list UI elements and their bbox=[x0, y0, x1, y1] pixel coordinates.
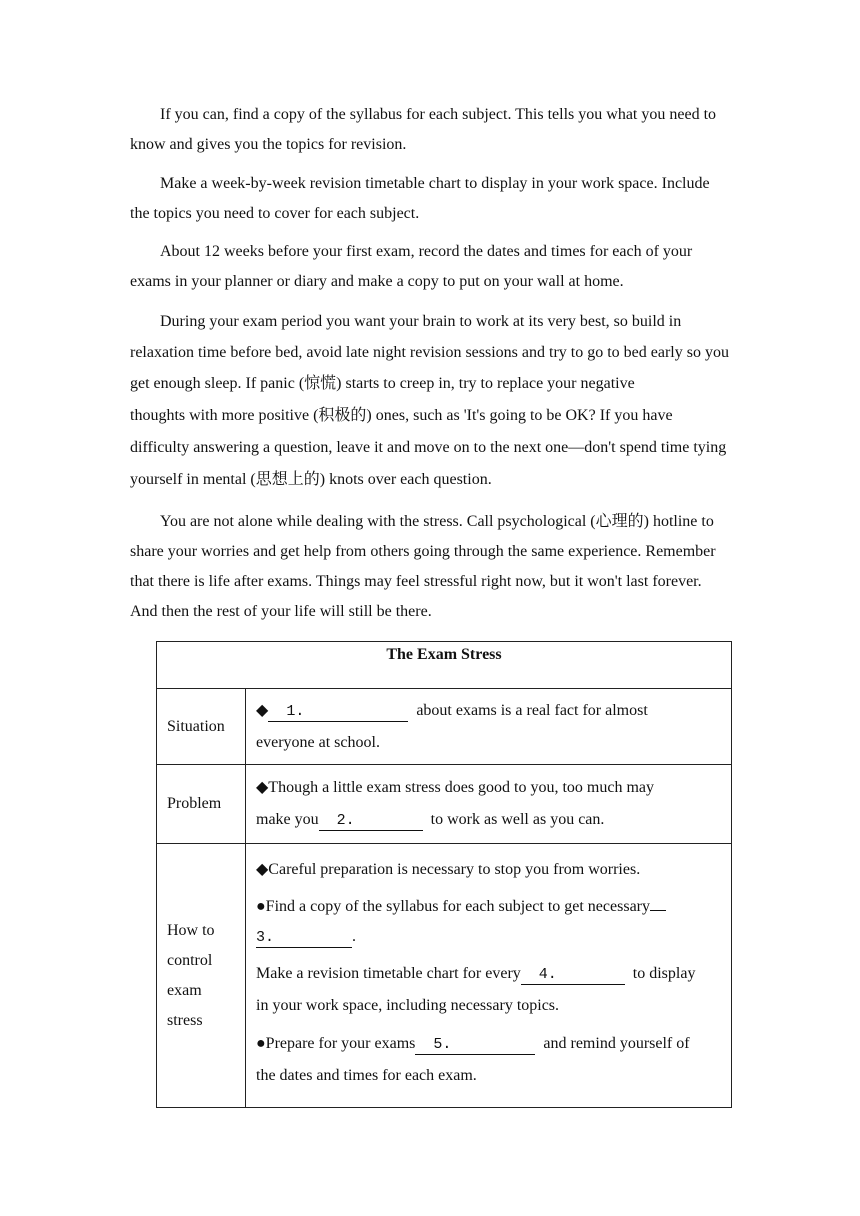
content-line bbox=[256, 1028, 725, 1060]
paragraph-exam-period-continued bbox=[130, 400, 730, 496]
table-title: The Exam Stress bbox=[157, 642, 732, 689]
paragraph-exam-dates bbox=[130, 237, 730, 297]
content-line bbox=[256, 922, 725, 952]
content-line bbox=[256, 892, 725, 922]
paragraph-not-alone bbox=[130, 507, 730, 627]
blank-1: 1. bbox=[268, 703, 408, 722]
exam-stress-table bbox=[156, 641, 732, 1108]
content-text: ●Find a copy of the syllabus for each subject to get necessary bbox=[256, 897, 650, 915]
content-line: in your work space, including necessary topics. bbox=[256, 996, 560, 1014]
content-text: and remind yourself of bbox=[543, 1034, 690, 1052]
row-label-problem: Problem bbox=[157, 765, 246, 844]
content-text: to display bbox=[632, 964, 696, 982]
label-line: stress bbox=[167, 1011, 203, 1029]
table-row-problem bbox=[157, 765, 732, 844]
content-line: ◆Careful preparation is necessary to stop you from worries. bbox=[256, 860, 641, 878]
paragraph-text: During your exam period you want your brain to work at its very best, so build in relaxation time before bed, avoid late night revision sessions and try to go to bed early so you get enough sleep. If panic (惊慌) starts to creep in, try to replace your negative bbox=[130, 313, 729, 392]
paragraph-exam-period bbox=[130, 306, 730, 399]
table-title-row bbox=[157, 642, 732, 689]
paragraph-text: thoughts with more positive (积极的) ones, such as 'It's going to be OK? If you have difficulty answering a question, leave it and move on to the next one—don't spend time tying yourself in mental (思想上的) knots over each question. bbox=[130, 407, 727, 488]
table-row-control bbox=[157, 844, 732, 1108]
content-line: ◆Though a little exam stress does good to you, too much may bbox=[256, 779, 655, 796]
content-text: ●Prepare for your exams bbox=[256, 1034, 416, 1052]
blank-3: 3. bbox=[256, 929, 352, 948]
table-row-situation bbox=[157, 689, 732, 765]
paragraph-timetable bbox=[130, 169, 730, 229]
content-line bbox=[256, 958, 725, 990]
blank-5: 5. bbox=[415, 1036, 535, 1055]
row-content-problem bbox=[246, 765, 732, 844]
label-line: How to bbox=[167, 921, 215, 939]
paragraph-text: About 12 weeks before your first exam, record the dates and times for each of your exams in your planner or diary and make a copy to put on your wall at home. bbox=[130, 243, 693, 290]
paragraph-text: Make a week-by-week revision timetable chart to display in your work space. Include the topics you need to cover for each subject. bbox=[130, 175, 710, 222]
label-line: control bbox=[167, 951, 213, 969]
content-line bbox=[256, 804, 725, 836]
blank-3-lead bbox=[650, 910, 666, 911]
blank-2: 2. bbox=[319, 812, 423, 831]
content-line: everyone at school. bbox=[256, 733, 380, 751]
paragraph-text: You are not alone while dealing with the stress. Call psychological (心理的) hotline to share your worries and get help from others going through the same experience. Remember that there is life after exams. Things may feel stressful right now, but it won't last forever. And then the rest of your life will still be there. bbox=[130, 513, 716, 620]
content-line: the dates and times for each exam. bbox=[256, 1066, 477, 1084]
content-text: Make a revision timetable chart for every bbox=[256, 964, 521, 982]
content-text: . bbox=[352, 927, 356, 945]
content-text: make you bbox=[256, 811, 319, 828]
row-content-control bbox=[246, 844, 732, 1108]
content-text: to work as well as you can. bbox=[430, 811, 605, 828]
diamond-bullet-icon: ◆ bbox=[256, 701, 269, 719]
row-label-control bbox=[157, 844, 246, 1108]
label-line: exam bbox=[167, 981, 202, 999]
content-line bbox=[256, 695, 725, 727]
content-text: about exams is a real fact for almost bbox=[416, 701, 648, 719]
paragraph-text: If you can, find a copy of the syllabus for each subject. This tells you what you need to know and gives you the topics for revision. bbox=[130, 106, 717, 153]
paragraph-syllabus bbox=[130, 100, 730, 160]
row-content-situation bbox=[246, 689, 732, 765]
blank-4: 4. bbox=[521, 966, 625, 985]
row-label-situation: Situation bbox=[157, 689, 246, 765]
